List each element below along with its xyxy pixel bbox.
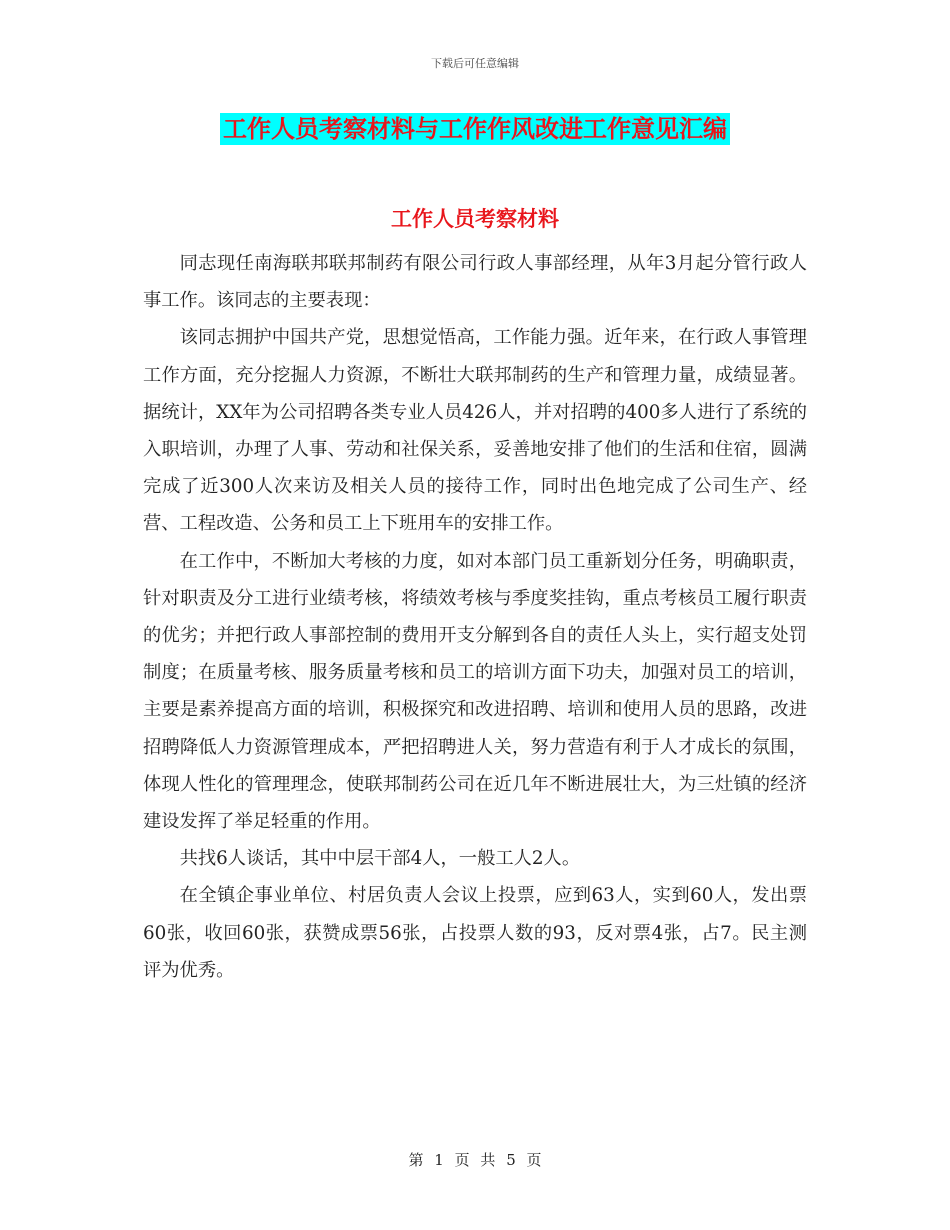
body-text — [143, 245, 807, 989]
paragraph-1: 同志现任南海联邦联邦制药有限公司行政人事部经理，从年3月起分管行政人事工作。该同志的主要表现： — [143, 253, 807, 312]
header-note: 下载后可任意编辑 — [431, 57, 519, 70]
section-title: 工作人员考察材料 — [391, 207, 559, 231]
page-footer — [0, 1149, 950, 1170]
paragraph-2: 该同志拥护中国共产党，思想觉悟高，工作能力强。近年来，在行政人事管理工作方面，充分挖掘人力资源，不断壮大联邦制药的生产和管理力量，成绩显著。据统计，XX年为公司招聘各类专业人员426人，并对招聘的400多人进行了系统的入职培训，办理了人事、劳动和社保关系，妥善地安排了他们的生活和住宿，圆满完成了近300人次来访及相关人员的接待工作，同时出色地完成了公司生产、经营、工程改造、公务和员工上下班用车的安排工作。 — [143, 327, 807, 535]
paragraph-4: 共找6人谈话，其中中层干部4人，一般工人2人。 — [179, 848, 581, 870]
footer-total-pages: 5 — [506, 1151, 516, 1169]
footer-current-page: 1 — [434, 1151, 444, 1169]
main-title-wrap — [0, 113, 950, 145]
paragraph-3: 在工作中，不断加大考核的力度，如对本部门员工重新划分任务，明确职责，针对职责及分工进行业绩考核，将绩效考核与季度奖挂钩，重点考核员工履行职责的优劣；并把行政人事部控制的费用开支分解到各自的责任人头上，实行超支处罚制度；在质量考核、服务质量考核和员工的培训方面下功夫，加强对员工的培训，主要是素养提高方面的培训，积极探究和改进招聘、培训和使用人员的思路，改进招聘降低人力资源管理成本，严把招聘进人关，努力营造有利于人才成长的氛围，体现人性化的管理理念，使联邦制药公司在近几年不断进展壮大，为三灶镇的经济建设发挥了举足轻重的作用。 — [143, 550, 807, 833]
footer-label-page: 第 — [408, 1151, 424, 1169]
paragraph-5: 在全镇企事业单位、村居负责人会议上投票，应到63人，实到60人，发出票60张，收回60张，获赞成票56张，占投票人数的93，反对票4张，占7。民主测评为优秀。 — [143, 885, 807, 981]
footer-label-pages: 页 — [526, 1151, 542, 1169]
main-title: 工作人员考察材料与工作作风改进工作意见汇编 — [220, 113, 730, 145]
footer-label-total: 共 — [480, 1151, 496, 1169]
footer-label-of: 页 — [454, 1151, 470, 1169]
